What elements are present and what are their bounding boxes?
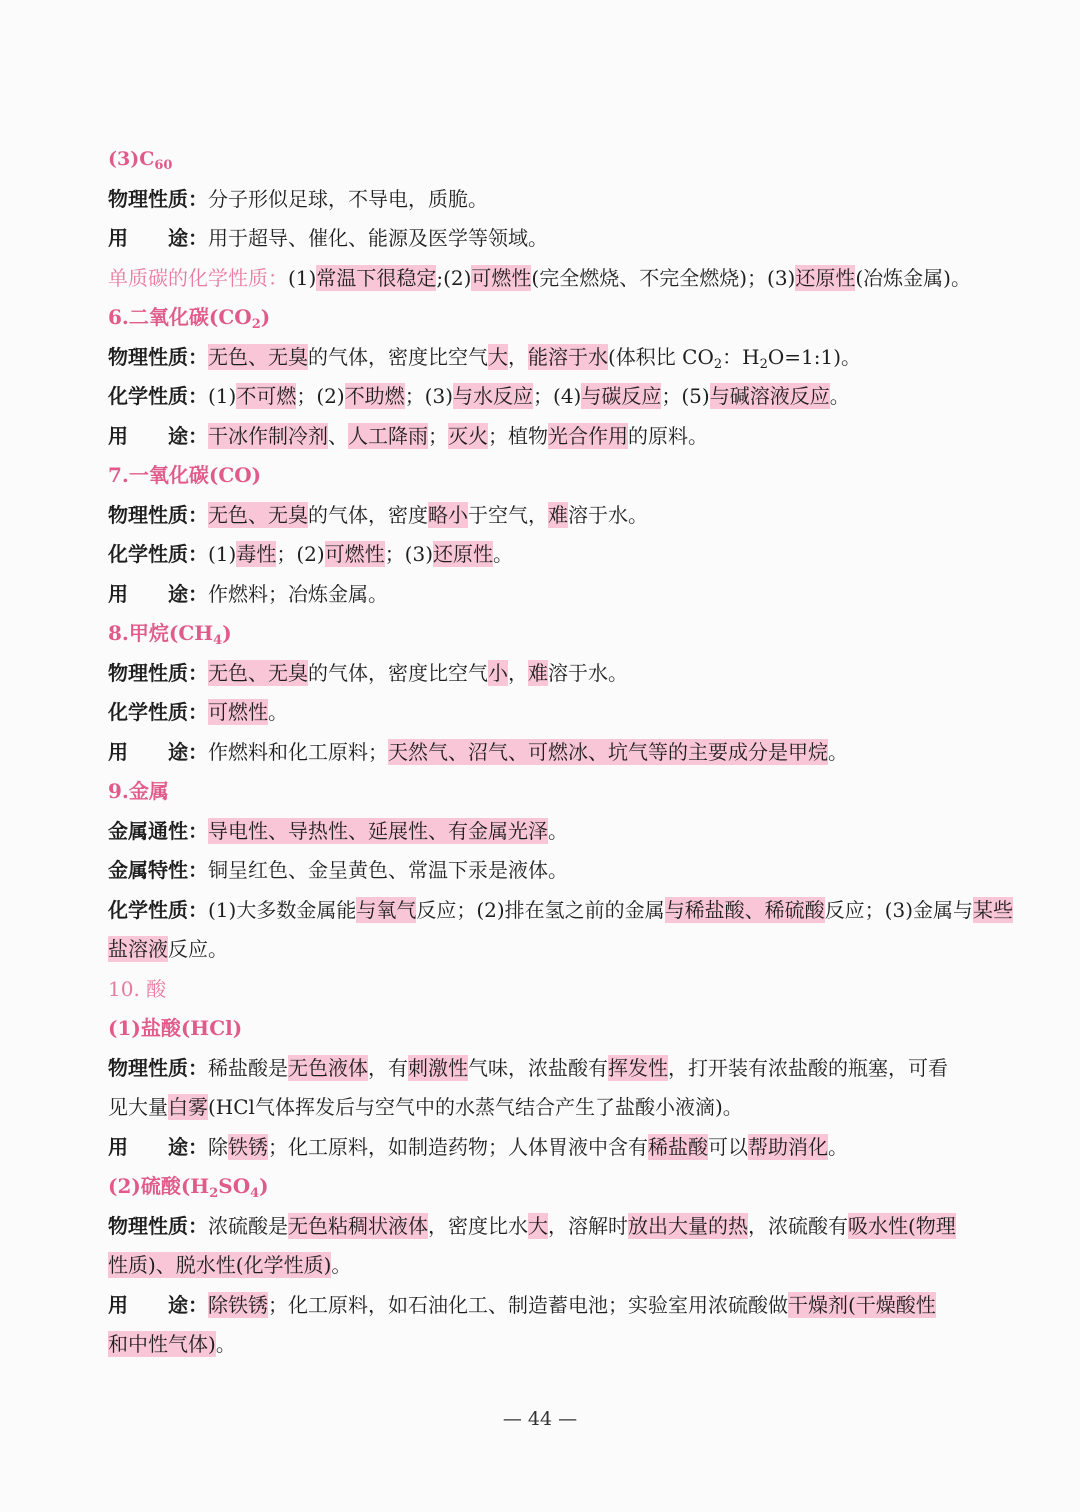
text-run: 除 xyxy=(208,1134,228,1159)
text-run: 作燃料和化工原料； xyxy=(208,739,388,764)
physical-label: 物理性质： xyxy=(108,186,208,211)
carbon-chemical-label: 单质碳的化学性质： xyxy=(108,265,288,290)
highlight: 光合作用 xyxy=(548,423,628,448)
highlight: 盐溶液 xyxy=(108,937,168,961)
use-label: 用 途： xyxy=(108,226,208,250)
text-run: 、 xyxy=(328,423,348,448)
highlight: 可燃性 xyxy=(324,542,385,566)
highlight: 不助燃 xyxy=(344,384,405,408)
text-run: 。 xyxy=(268,700,288,724)
text-run: ；(2) xyxy=(276,542,325,566)
text-run: 于空气， xyxy=(468,502,548,527)
heading-text: ) xyxy=(260,305,271,329)
heading-text: 8.甲烷(CH xyxy=(108,621,214,645)
highlight: 略小 xyxy=(428,502,468,527)
special-label: 金属特性： xyxy=(108,858,208,882)
text-run: 稀盐酸是 xyxy=(208,1055,288,1080)
use-label: 用 途： xyxy=(108,1292,208,1317)
heading-text: ) xyxy=(259,1174,269,1198)
highlight: 放出大量的热 xyxy=(628,1213,748,1238)
highlight: 吸水性(物理 xyxy=(848,1213,956,1238)
co2-chemical-row xyxy=(108,377,988,417)
section-heading-co2 xyxy=(108,298,988,338)
highlight: 人工降雨 xyxy=(348,423,428,448)
text-run: (1) xyxy=(208,542,237,566)
physical-label: 物理性质： xyxy=(108,502,208,527)
common-label: 金属通性： xyxy=(108,818,208,843)
heading-text: (2)硫酸(H xyxy=(108,1174,210,1198)
text-run: ;(2) xyxy=(436,265,472,290)
ch4-physical-row xyxy=(108,654,988,694)
text-run: ； xyxy=(428,423,448,448)
h2so4-physical-row xyxy=(108,1207,988,1247)
highlight: 毒性 xyxy=(236,542,277,566)
subscript: 2 xyxy=(713,356,723,372)
highlight: 某些 xyxy=(973,897,1014,922)
physical-label: 物理性质： xyxy=(108,1213,208,1238)
highlight: 无色粘稠状液体 xyxy=(288,1213,428,1238)
highlight: 天然气、沼气、可燃冰、坑气等的主要成分是甲烷 xyxy=(388,739,828,764)
text-run: (1) xyxy=(208,384,237,408)
highlight: 能溶于水 xyxy=(528,344,608,369)
use-label: 用 途： xyxy=(108,1134,208,1159)
subsection-heading-h2so4 xyxy=(108,1167,988,1207)
chemical-label: 化学性质： xyxy=(108,897,208,922)
document-page xyxy=(108,140,1014,1365)
c60-physical-row xyxy=(108,180,988,220)
metal-chemical-row-cont xyxy=(108,930,988,970)
highlight: 难 xyxy=(528,660,548,685)
highlight: 还原性 xyxy=(433,542,494,566)
co-chemical-row xyxy=(108,535,988,575)
highlight: 与稀盐酸、稀硫酸 xyxy=(664,897,825,922)
section-heading-co: 7.一氧化碳(CO) xyxy=(108,463,262,487)
h2so4-use-row xyxy=(108,1286,988,1326)
text-run: 反应；(2)排在氢之前的金属 xyxy=(416,897,665,922)
highlight: 帮助消化 xyxy=(748,1134,828,1159)
text-run: (HCl气体挥发后与空气中的水蒸气结合产生了盐酸小液滴)。 xyxy=(208,1095,743,1119)
text-run: 的原料。 xyxy=(628,423,708,448)
carbon-chemical-row xyxy=(108,259,988,299)
ch4-use-row xyxy=(108,733,988,773)
co2-physical-row xyxy=(108,338,988,378)
text-run: ；(2) xyxy=(296,384,345,408)
text-run: ；化工原料，如制造药物；人体胃液中含有 xyxy=(268,1134,648,1159)
section-heading-c60 xyxy=(108,140,988,180)
text-run: 见大量 xyxy=(108,1095,168,1119)
use-label: 用 途： xyxy=(108,423,208,448)
text-run: 。 xyxy=(828,1134,848,1159)
text-run: ：H xyxy=(722,344,760,369)
section-heading-metal: 9.金属 xyxy=(108,779,169,803)
highlight: 与氧气 xyxy=(356,897,417,922)
heading-subscript: 4 xyxy=(250,1186,260,1201)
highlight: 干燥剂(干燥酸性 xyxy=(788,1292,936,1317)
text-run: (1)大多数金属能 xyxy=(208,897,357,922)
highlight: 与碳反应 xyxy=(581,384,662,408)
text-run: 溶于水。 xyxy=(568,502,648,527)
heading-subscript: 4 xyxy=(213,633,223,648)
highlight: 小 xyxy=(488,660,508,685)
use-label: 用 途： xyxy=(108,739,208,764)
subscript: 2 xyxy=(759,356,768,372)
section-heading-acid: 10. 酸 xyxy=(108,976,167,1001)
text-run: 反应。 xyxy=(168,937,228,961)
hcl-physical-row-cont xyxy=(108,1088,988,1128)
subsection-heading-hcl: (1)盐酸(HCl) xyxy=(108,1016,243,1040)
text-run: 的气体，密度比空气 xyxy=(308,344,488,369)
highlight: 挥发性 xyxy=(608,1055,668,1080)
text-run: 气味，浓盐酸有 xyxy=(468,1055,608,1080)
hcl-use-row xyxy=(108,1128,988,1168)
chemical-label: 化学性质： xyxy=(108,700,208,724)
text-run: ；植物 xyxy=(488,423,548,448)
text-run: (1) xyxy=(288,265,317,290)
heading-text: ) xyxy=(222,621,232,645)
text-run: ；化工原料，如石油化工、制造蓄电池；实验室用浓硫酸做 xyxy=(268,1292,788,1317)
highlight: 刺激性 xyxy=(408,1055,468,1080)
use-label: 用 途： xyxy=(108,581,208,606)
highlight: 灭火 xyxy=(448,423,488,448)
text-run: 的气体，密度比空气 xyxy=(308,660,488,685)
highlight: 无色、无臭 xyxy=(208,344,308,369)
special-text: 铜呈红色、金呈黄色、常温下汞是液体。 xyxy=(208,858,568,882)
highlight: 除铁锈 xyxy=(208,1292,268,1317)
text-run: 。 xyxy=(828,739,848,764)
highlight: 稀盐酸 xyxy=(648,1134,708,1159)
physical-label: 物理性质： xyxy=(108,344,208,369)
heading-text: SO xyxy=(218,1174,251,1198)
metal-chemical-row xyxy=(108,891,1014,931)
co2-use-row xyxy=(108,417,988,457)
physical-label: 物理性质： xyxy=(108,660,208,685)
highlight: 无色、无臭 xyxy=(208,660,308,685)
text-run: 的气体，密度 xyxy=(308,502,428,527)
text-run: ，密度比水 xyxy=(428,1213,528,1238)
highlight: 可燃性 xyxy=(208,700,268,724)
text-run: ，浓硫酸有 xyxy=(748,1213,848,1238)
heading-text: (3)C xyxy=(108,148,155,170)
highlight: 大 xyxy=(528,1213,548,1238)
highlight: 无色液体 xyxy=(288,1055,368,1080)
metal-common-row xyxy=(108,812,988,852)
text-run: ，溶解时 xyxy=(548,1213,628,1238)
text-run: 。 xyxy=(331,1253,352,1277)
highlight: 导电性、导热性、延展性、有金属光泽 xyxy=(208,818,548,843)
text-run: 。 xyxy=(493,542,514,566)
highlight: 还原性 xyxy=(795,265,856,290)
heading-subscript: 2 xyxy=(251,317,261,332)
text-run: (体积比 CO xyxy=(608,344,714,369)
highlight: 白雾 xyxy=(168,1095,208,1119)
text-run: 溶于水。 xyxy=(548,660,628,685)
ch4-chemical-row xyxy=(108,693,988,733)
text-run: ；(3) xyxy=(384,542,434,566)
highlight: 可燃性 xyxy=(471,265,532,290)
highlight: 铁锈 xyxy=(228,1134,268,1159)
highlight: 性质)、脱水性(化学性质) xyxy=(108,1253,332,1277)
text-run: 。 xyxy=(829,384,850,408)
c60-use-row xyxy=(108,219,988,259)
text-run: ；(5) xyxy=(661,384,710,408)
highlight: 无色、无臭 xyxy=(208,502,308,527)
heading-subscript: 2 xyxy=(209,1186,219,1201)
h2so4-use-row-cont xyxy=(108,1325,988,1365)
highlight: 常温下很稳定 xyxy=(316,265,437,290)
highlight: 和中性气体) xyxy=(108,1332,216,1356)
text-run: 反应；(3)金属与 xyxy=(824,897,974,922)
metal-special-row xyxy=(108,851,988,891)
text-run: 。 xyxy=(548,818,568,843)
text-run: ，打开装有浓盐酸的瓶塞，可看 xyxy=(668,1055,948,1080)
text-run: (冶炼金属)。 xyxy=(855,265,971,290)
hcl-physical-row xyxy=(108,1049,988,1089)
text-run: 浓硫酸是 xyxy=(208,1213,288,1238)
text-run: (完全燃烧、不完全燃烧)；(3) xyxy=(531,265,796,290)
co-use-row xyxy=(108,575,988,615)
highlight: 难 xyxy=(548,502,568,527)
text-run: O=1:1)。 xyxy=(767,344,862,369)
text-run: ， xyxy=(508,344,528,369)
highlight: 大 xyxy=(488,344,508,369)
page-number: — 44 — xyxy=(502,1408,578,1430)
text-run: ；(4) xyxy=(533,384,582,408)
heading-subscript: 60 xyxy=(154,158,173,173)
text-run: ；(3) xyxy=(404,384,454,408)
highlight: 不可燃 xyxy=(236,384,297,408)
co-physical-row xyxy=(108,496,988,536)
section-heading-ch4 xyxy=(108,614,988,654)
text-run: ，有 xyxy=(368,1055,408,1080)
text-run: 可以 xyxy=(708,1134,748,1159)
highlight: 干冰作制冷剂 xyxy=(208,423,328,448)
use-text: 用于超导、催化、能源及医学等领域。 xyxy=(208,226,548,250)
physical-text: 分子形似足球，不导电，质脆。 xyxy=(208,186,488,211)
highlight: 与碱溶液反应 xyxy=(709,384,830,408)
chemical-label: 化学性质： xyxy=(108,384,208,408)
highlight: 与水反应 xyxy=(453,384,534,408)
text-run: ， xyxy=(508,660,528,685)
chemical-label: 化学性质： xyxy=(108,542,208,566)
heading-text: 6.二氧化碳(CO xyxy=(108,305,252,329)
h2so4-physical-row-cont xyxy=(108,1246,988,1286)
physical-label: 物理性质： xyxy=(108,1055,208,1080)
use-text: 作燃料；冶炼金属。 xyxy=(208,581,388,606)
text-run: 。 xyxy=(215,1332,236,1356)
